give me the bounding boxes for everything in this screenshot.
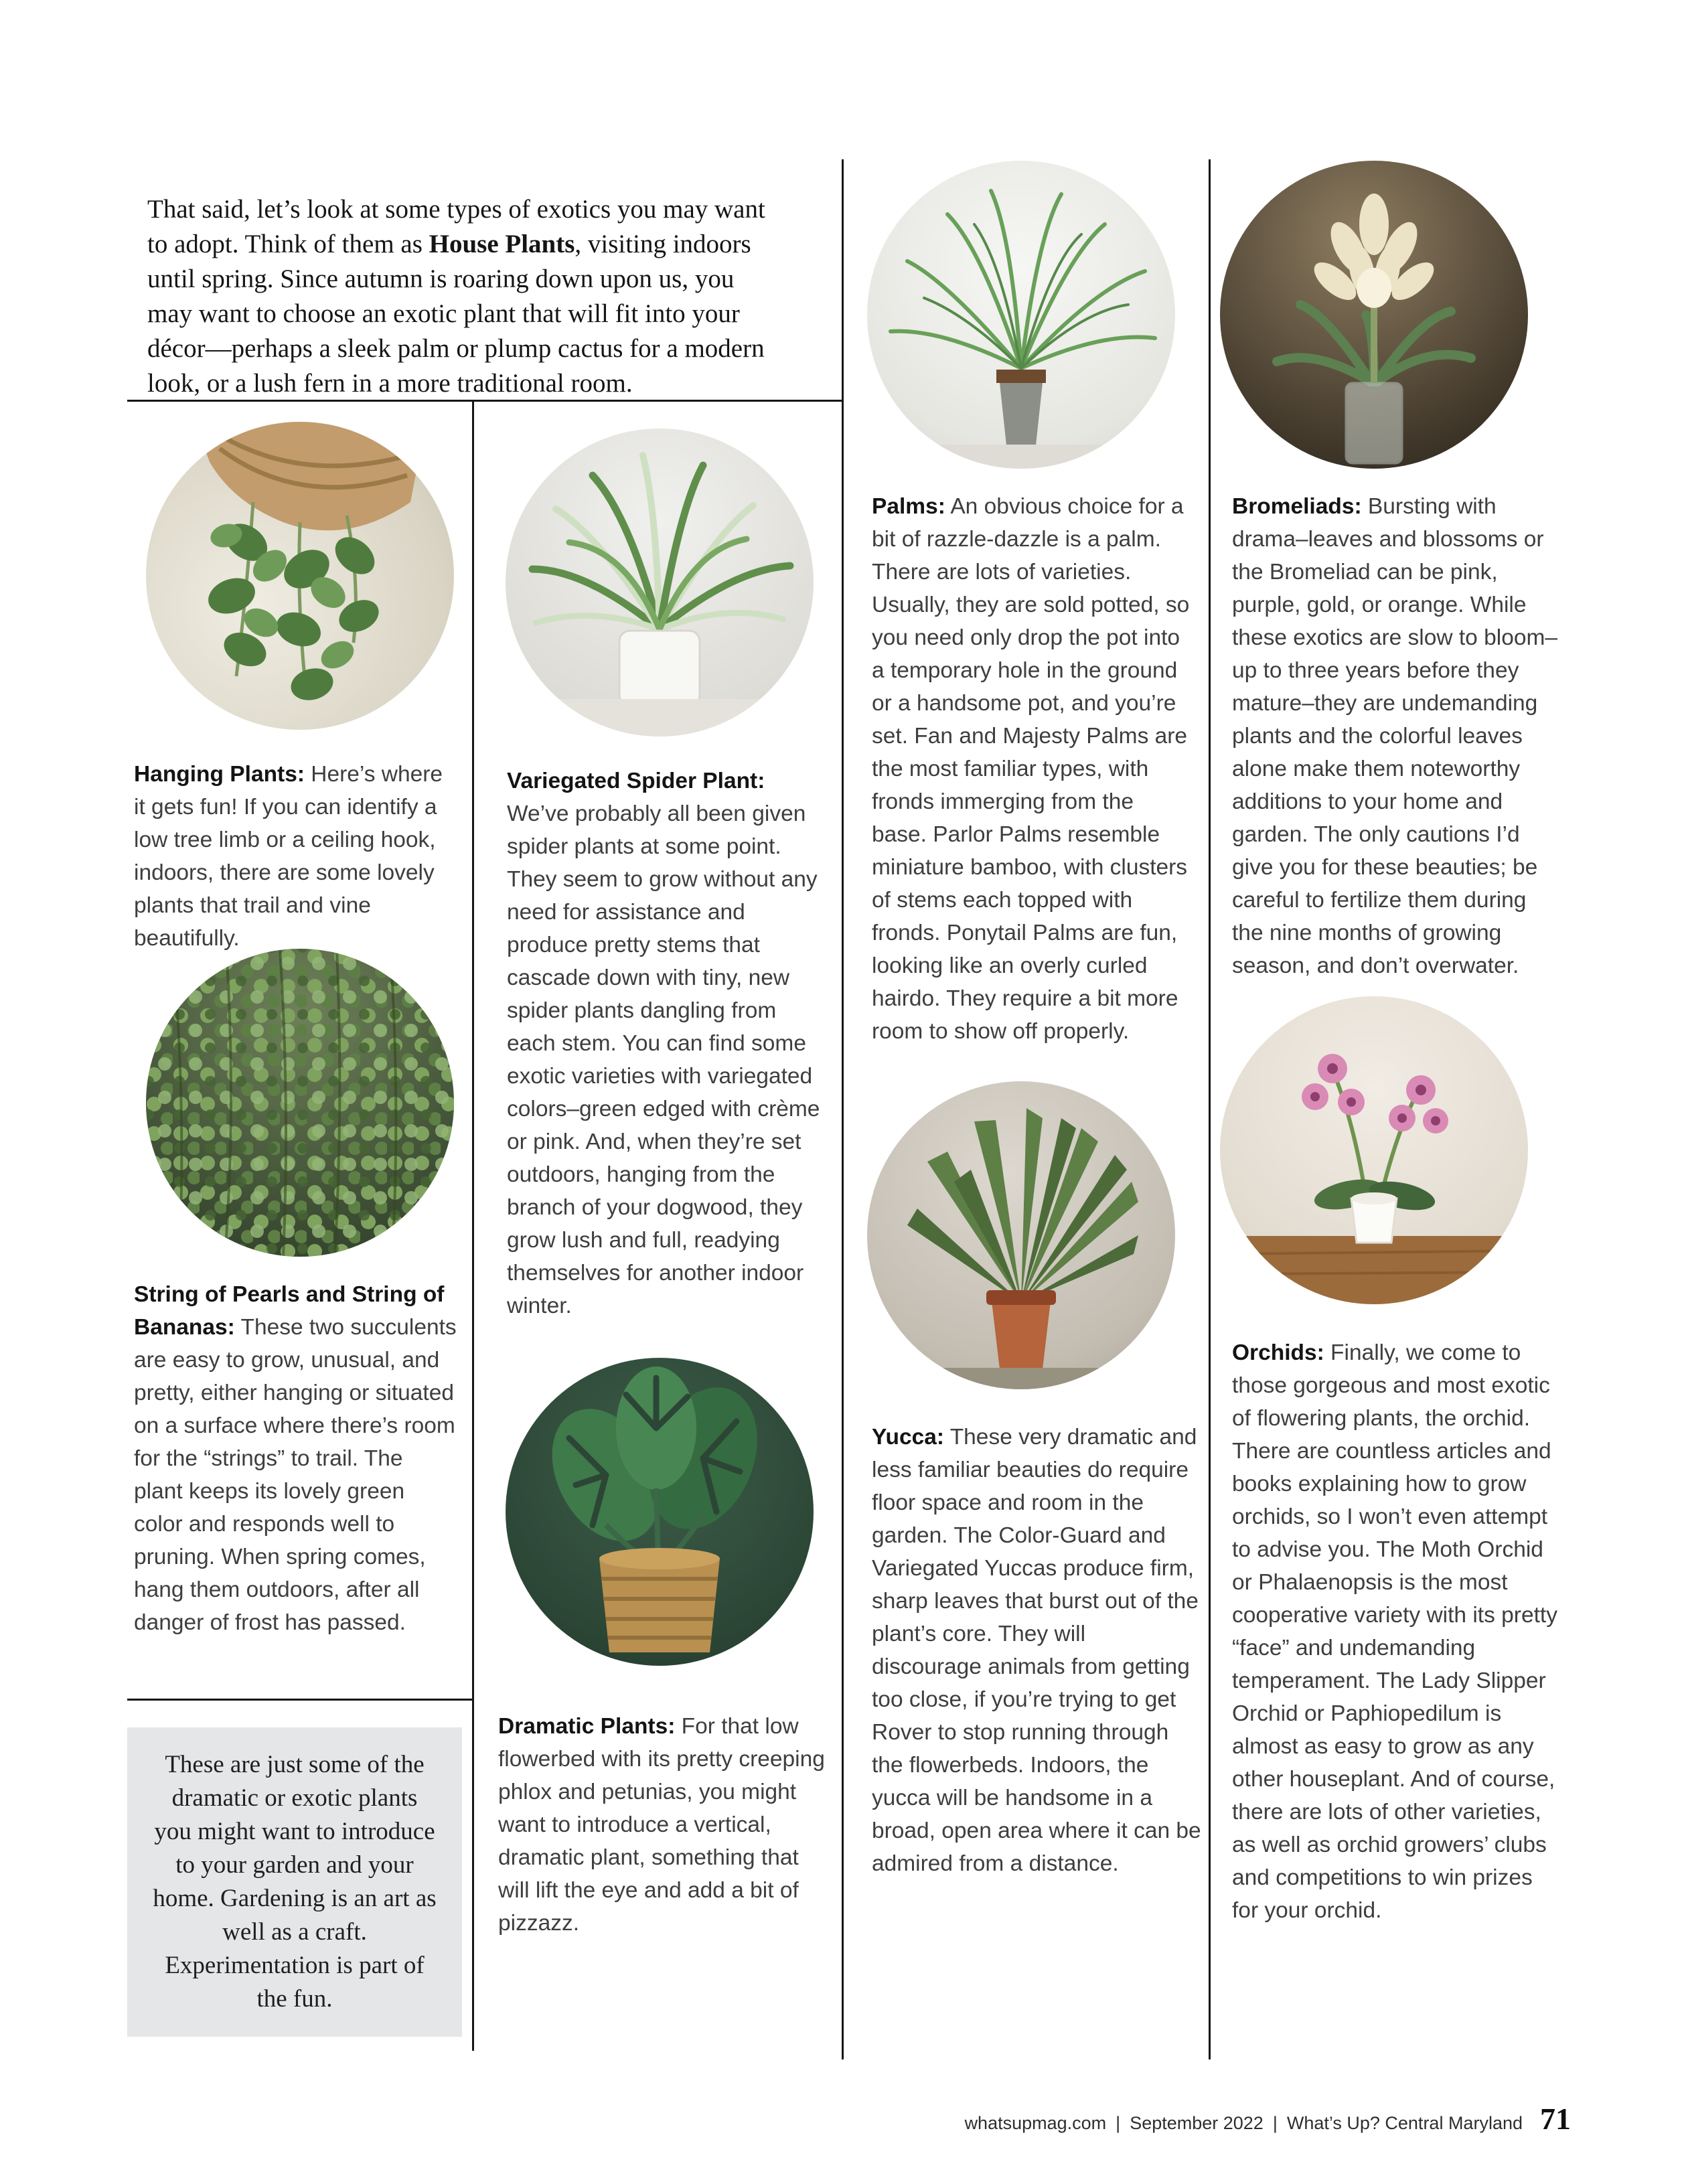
footer-separator: | [1116, 2113, 1121, 2133]
monstera-illustration [506, 1358, 814, 1666]
section-bromeliads [1232, 490, 1561, 982]
orchid-illustration [1220, 996, 1528, 1304]
spider-plant-illustration [506, 428, 814, 736]
bromeliads-text: Bursting with drama–leaves and blossoms or the Bromeliad can be pink, purple, gold, or orange. While these exotics are slow to bloom–up to three years before they mature–they are undemanding plants and the colorful leaves alone make them noteworthy additions to your home and garden. The only cautions I’d give you for these beauties; be careful to fertilize them during the nine months of growing season, and don’t overwater. [1232, 493, 1557, 978]
column-divider-2 [842, 159, 844, 2059]
orchids-label: Orchids: [1232, 1340, 1324, 1365]
dramatic-plants-label: Dramatic Plants: [498, 1713, 676, 1739]
intro-paragraph [147, 192, 785, 401]
intro-text-pre: That said, let’s look at some types of exotics you may want to adopt. Think of them as [147, 195, 765, 258]
string-of-pearls-label: String of Pearls and String of Bananas: [134, 1281, 445, 1340]
footer-issue: September 2022 [1130, 2113, 1264, 2133]
palms-photo [867, 161, 1175, 469]
section-spider-plant [507, 765, 827, 1322]
section-dramatic-plants [498, 1710, 833, 1940]
string-of-pearls-text: These two succulents are easy to grow, unusual, and pretty, either hanging or situated on a surface where there’s room for the “strings” to trail. The plant keeps its lovely green color and responds well to pruning. When spring comes, hang them outdoors, after all danger of frost has passed. [134, 1314, 457, 1635]
orchids-text: Finally, we come to those gorgeous and most exotic of flowering plants, the orchid. There are countless articles and books explaining how to grow orchids, so I won’t even attempt to advise you. The Moth Orchid or Phalaenopsis is the most cooperative variety with its pretty “face” and undemanding temperament. The Lady Slipper Orchid or Paphiopedilum is almost as easy to grow as any other houseplant. And of course, there are lots of other varieties, as well as orchid growers’ clubs and competitions to win prizes for your orchid. [1232, 1340, 1557, 1923]
hanging-plants-photo [146, 422, 454, 730]
section-hanging-plants [134, 758, 457, 955]
hanging-plants-label: Hanging Plants: [134, 761, 305, 787]
intro-text-post: , visiting indoors until spring. Since autumn is roaring down upon us, you may want to choose an exotic plant that will fit into your décor—perhaps a sleek palm or plump cactus for a modern look, or a lush fern in a more traditional room. [147, 230, 765, 398]
callout-text: These are just some of the dramatic or exotic plants you might want to introduce to your garden and your home. Gardening is an art as well as a craft. Experimentation is part of the fun. [153, 1751, 437, 2013]
spider-plant-photo [506, 428, 814, 736]
column-divider-1 [472, 400, 474, 2051]
section-palms [872, 490, 1192, 1048]
spider-plant-text: We’ve probably all been given spider plants at some point. They seem to grow without any need for assistance and produce pretty stems that cascade down with tiny, new spider plants dangling from each stem. You can find some exotic varieties with variegated colors–green edged with crème or pink. And, when they’re set outdoors, hanging from the branch of your dogwood, they grow lush and full, readying themselves for another indoor winter. [507, 801, 820, 1318]
section-orchids [1232, 1336, 1561, 1927]
dramatic-plants-text: For that low flowerbed with its pretty creeping phlox and petunias, you might want to introduce a vertical, dramatic plant, something that will lift the eye and add a bit of pizzazz. [498, 1713, 825, 1936]
spider-plant-label: Variegated Spider Plant: [507, 768, 765, 793]
dramatic-plants-photo [506, 1358, 814, 1666]
bromeliads-label: Bromeliads: [1232, 493, 1362, 519]
callout-box [127, 1727, 462, 2037]
page-number: 71 [1540, 2102, 1571, 2136]
orchids-photo [1220, 996, 1528, 1304]
horizontal-rule-above-callout [127, 1699, 473, 1701]
palms-text: An obvious choice for a bit of razzle-dazzle is a palm. There are lots of varieties. Usually, they are sold potted, so you need only drop the pot into a temporary hole in the ground or a handsome pot, and you’re set. Fan and Majesty Palms are the most familiar types, with fronds immerging from the base. Parlor Palms resemble miniature bamboo, with clusters of stems each topped with fronds. Ponytail Palms are fun, looking like an overly curled hairdo. They require a bit more room to show off properly. [872, 493, 1190, 1044]
bromeliad-illustration [1220, 161, 1528, 469]
section-string-of-pearls [134, 1278, 457, 1639]
yucca-label: Yucca: [872, 1424, 945, 1450]
yucca-text: These very dramatic and less familiar beauties do require floor space and room in the garden. The Color-Guard and Variegated Yuccas produce firm, sharp leaves that burst out of the plant’s core. They will discourage animals from getting too close, if you’re trying to get Rover to stop running through the flowerbeds. Indoors, the yucca will be handsome in a broad, open area where it can be admired from a distance. [872, 1424, 1201, 1876]
intro-bold-house-plants: House Plants [429, 230, 575, 258]
page-footer [804, 2101, 1571, 2136]
pothos-illustration [146, 422, 454, 730]
hanging-plants-text: Here’s where it gets fun! If you can identify a low tree limb or a ceiling hook, indoors, there are some lovely plants that trail and vine beautifully. [134, 761, 443, 951]
string-of-pearls-photo [146, 949, 454, 1257]
string-of-pearls-illustration [146, 949, 454, 1257]
bromeliads-photo [1220, 161, 1528, 469]
yucca-photo [867, 1081, 1175, 1389]
column-divider-3 [1209, 159, 1211, 2059]
horizontal-rule-top [127, 400, 842, 402]
yucca-illustration [867, 1081, 1175, 1389]
section-yucca [872, 1421, 1201, 1880]
palm-illustration [867, 161, 1175, 469]
footer-site: whatsupmag.com [964, 2113, 1107, 2133]
palms-label: Palms: [872, 493, 945, 519]
footer-publication: What’s Up? Central Maryland [1286, 2113, 1523, 2133]
footer-separator: | [1272, 2113, 1278, 2133]
